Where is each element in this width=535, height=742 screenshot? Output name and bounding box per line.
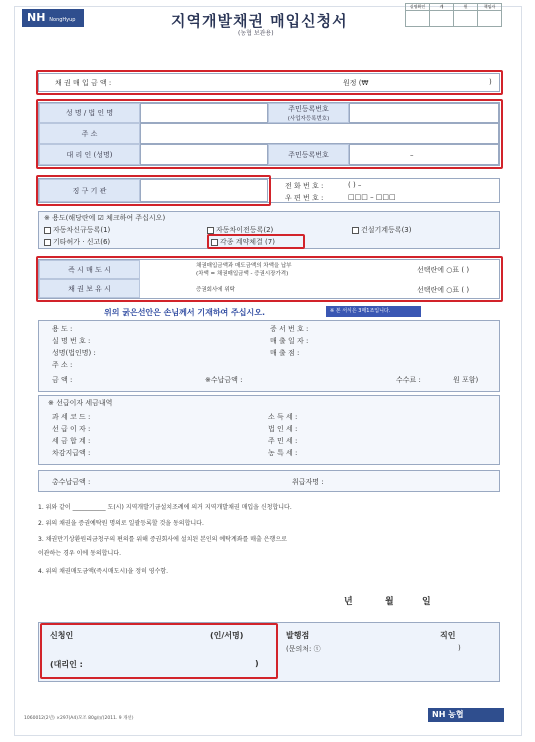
- note-line: 이관하는 경우 이에 동의합니다.: [38, 550, 121, 557]
- interest-field: 세 금 합 계 :: [52, 437, 91, 445]
- immediate-text2: (차액 = 채권매입금액 - 증권시장가격): [196, 271, 289, 277]
- handler-name: 취급자명 :: [292, 478, 324, 486]
- office-field: 성명(법인명) :: [52, 349, 96, 357]
- zip-value[interactable]: □□□ – □□□: [348, 193, 396, 201]
- approval-box: [405, 3, 502, 27]
- purpose-option[interactable]: 건설기계등록(3): [352, 225, 412, 235]
- office-field: 주 소 :: [52, 361, 73, 369]
- date-year[interactable]: 년: [344, 597, 353, 607]
- office-fee: 수수료 :: [396, 376, 421, 384]
- branch-label: 발행점: [286, 631, 310, 640]
- amount-unit: 원정 (₩: [343, 79, 369, 87]
- agent-sign-label[interactable]: (대리인 :: [50, 660, 83, 669]
- approval-sign[interactable]: [430, 11, 454, 27]
- office-amount: 금 액 :: [52, 376, 73, 384]
- highlight-sale: [36, 256, 503, 302]
- name-label: 성 명 / 법 인 명: [39, 103, 140, 123]
- date-month[interactable]: 월: [385, 597, 394, 607]
- checkbox-icon: [352, 227, 359, 234]
- agent-label: 대 리 인 (성명): [39, 144, 140, 165]
- agent-sign-close: ): [255, 659, 259, 668]
- checkbox-icon: [44, 227, 51, 234]
- highlight-agency: [36, 175, 271, 206]
- highlight-amount: [36, 70, 503, 95]
- purpose-option[interactable]: 각종 계약체결 (7): [211, 237, 275, 247]
- checkbox-icon: [44, 239, 51, 246]
- interest-field: 차감지급액 :: [52, 449, 91, 457]
- amount-close: ): [489, 78, 492, 86]
- hold-select[interactable]: 선택란에 ○표 ( ): [417, 286, 470, 294]
- office-field: 증 서 번 호 :: [270, 325, 309, 333]
- contact-label[interactable]: (문의처: ⓣ: [286, 645, 321, 653]
- instruction-text: 위의 굵은선안은 손님께서 기재하여 주십시오.: [104, 308, 266, 317]
- approval-sign[interactable]: [454, 11, 478, 27]
- form-title: 지역개발채권 매입신청서: [171, 12, 348, 30]
- phone-label: 전 화 번 호 :: [285, 182, 324, 190]
- phone-value[interactable]: ( ) –: [348, 181, 362, 189]
- office-field: 실 명 번 호 :: [52, 337, 91, 345]
- purpose-option[interactable]: 자동차신규등록(1): [44, 225, 110, 235]
- checkbox-icon: [207, 227, 214, 234]
- purpose-option[interactable]: 기타허가 · 신고(6): [44, 237, 110, 247]
- interest-field: 주 민 세 :: [268, 437, 298, 445]
- office-fee-suffix: 원 포함): [453, 376, 479, 384]
- form-code: 1060012(2년) ×297(A4)모조 80g/㎡(2011. 9 개선): [24, 716, 134, 721]
- interest-field: 과 세 코 드 :: [52, 413, 91, 421]
- note-line: 1. 위와 같이 ___________ 도(시) 지역개발기금설치조례에 의거 지역개발채권 매입을 신청합니다.: [38, 504, 292, 511]
- immediate-text: 채권매입금액과 매도금액의 차액을 납부: [196, 263, 292, 269]
- agency-label: 징 구 기 관: [39, 179, 140, 202]
- hold-text: 증권회사에 위탁: [196, 287, 235, 293]
- immediate-label: 즉 시 매 도 시: [39, 260, 140, 279]
- hold-label: 채 권 보 유 시: [39, 279, 140, 298]
- immediate-select[interactable]: 선택란에 ○표 ( ): [417, 266, 470, 274]
- applicant-sign-label: 신청인: [50, 631, 74, 640]
- zip-label: 우 편 번 호 :: [285, 194, 324, 202]
- office-field: 용 도 :: [52, 325, 73, 333]
- interest-heading: ※ 선급이자 세금내역: [48, 399, 113, 407]
- agent-rrn-dash: –: [410, 151, 414, 159]
- totals-section: [38, 470, 500, 492]
- seal-label: 직인: [440, 631, 456, 640]
- office-unpaid: ※수납금액 :: [205, 376, 243, 384]
- office-section: [38, 320, 500, 392]
- office-field: 매 출 일 자 :: [270, 337, 309, 345]
- office-field: 매 출 점 :: [270, 349, 300, 357]
- purpose-option[interactable]: 자동차이전등록(2): [207, 225, 273, 235]
- approval-sign[interactable]: [406, 11, 430, 27]
- note-line: 4. 위의 채권매도금액(즉시매도시)을 정히 영수함.: [38, 568, 169, 575]
- agent-rrn-label: 주민등록번호: [268, 144, 349, 165]
- interest-field: 선 급 이 자 :: [52, 425, 91, 433]
- purpose-heading: ※ 용도(해당란에 ☑ 체크하여 주십시오): [44, 214, 166, 222]
- total-received: 총수납금액 :: [52, 478, 91, 486]
- amount-label: 채 권 매 입 금 액 :: [55, 79, 112, 87]
- rrn-label: 주민등록번호 (사업자등록번호): [268, 103, 349, 123]
- nh-logo: NH NongHyup: [22, 9, 84, 27]
- approval-col: 계: [430, 4, 454, 11]
- interest-field: 법 인 세 :: [268, 425, 298, 433]
- note-line: 2. 위의 채권을 증권예탁원 명의로 일괄등록할 것을 동의합니다.: [38, 520, 204, 527]
- highlight-signature: [40, 623, 278, 679]
- approval-sign[interactable]: [478, 11, 502, 27]
- interest-field: 소 득 세 :: [268, 413, 298, 421]
- form-subtitle: (농협 보관용): [238, 30, 274, 37]
- interest-field: 농 특 세 :: [268, 449, 298, 457]
- approval-col: 원: [454, 4, 478, 11]
- contact-close: ): [458, 644, 461, 652]
- approval-col: 책임자: [478, 4, 502, 11]
- highlight-contract: [207, 234, 305, 249]
- footer-logo: NH 농협: [428, 708, 504, 722]
- note-line: 3. 채권만기상환원리금청구의 편의를 위해 증권회사에 설치된 본인의 예탁계좌를 매출 은행으로: [38, 536, 287, 543]
- date-day[interactable]: 일: [422, 597, 431, 607]
- sign-hint[interactable]: (인/서명): [210, 631, 244, 640]
- address-label: 주 소: [39, 123, 140, 144]
- highlight-applicant: [36, 99, 503, 169]
- approval-col: 실명확인: [406, 4, 430, 11]
- instruction-badge: ※ 본 서식은 3매1조입니다.: [326, 306, 421, 317]
